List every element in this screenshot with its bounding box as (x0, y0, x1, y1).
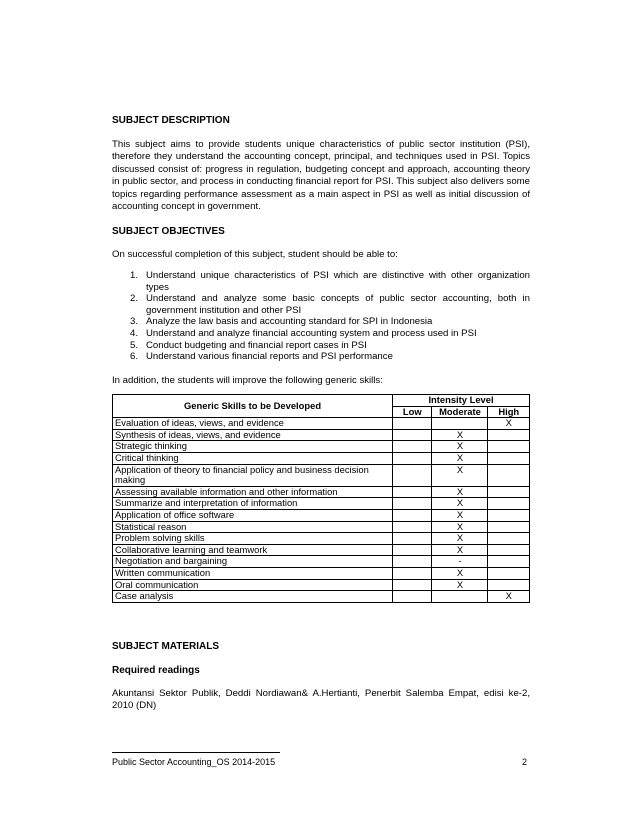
table-row: Statistical reason X (113, 521, 530, 533)
header-intensity-level: Intensity Level (393, 395, 530, 407)
table-row: Critical thinking X (113, 452, 530, 464)
objectives-list (112, 270, 530, 363)
required-readings-heading: Required readings (112, 665, 200, 676)
required-reading-citation: Akuntansi Sektor Publik, Deddi Nordiawan& A.Hertianti, Penerbit Salemba Empat, edisi ke-2, 2010 (DN) (112, 688, 530, 712)
table-row: Summarize and interpretation of information X (113, 498, 530, 510)
table-row: Negotiation and bargaining - (113, 556, 530, 568)
header-high: High (488, 406, 530, 418)
table-row: Application of theory to financial policy and business decision making X (113, 464, 530, 486)
table-row: Oral communication X (113, 579, 530, 591)
table-row: Assessing available information and other information X (113, 486, 530, 498)
subject-objectives-heading: SUBJECT OBJECTIVES (112, 226, 225, 237)
table-row: Application of office software X (113, 509, 530, 521)
header-low: Low (393, 406, 432, 418)
table-row: Problem solving skills X (113, 533, 530, 545)
table-row: Strategic thinking X (113, 441, 530, 453)
page-number: 2 (522, 757, 528, 767)
footer-rule (112, 752, 280, 753)
header-generic-skills: Generic Skills to be Developed (113, 395, 393, 418)
table-row: Evaluation of ideas, views, and evidence X (113, 418, 530, 430)
table-row: Written communication X (113, 567, 530, 579)
objective-item: 1. Understand unique characteristics of PSI which are distinctive with other organization types (130, 270, 530, 293)
objective-item: 2. Understand and analyze some basic concepts of public sector accounting, both in government institution and other PSI (130, 293, 530, 316)
subject-description-heading: SUBJECT DESCRIPTION (112, 115, 230, 126)
generic-skills-table (112, 394, 530, 603)
table-row: Synthesis of ideas, views, and evidence X (113, 429, 530, 441)
table-row: Case analysis X (113, 591, 530, 603)
header-moderate: Moderate (432, 406, 488, 418)
table-row: Collaborative learning and teamwork X (113, 544, 530, 556)
objective-item: 3. Analyze the law basis and accounting standard for SPI in Indonesia (130, 316, 433, 328)
objective-item: 5. Conduct budgeting and financial report cases in PSI (130, 339, 367, 351)
generic-skills-intro: In addition, the students will improve the following generic skills: (112, 375, 383, 386)
subject-materials-heading: SUBJECT MATERIALS (112, 641, 220, 652)
objective-item: 6. Understand various financial reports and PSI performance (130, 351, 393, 363)
footer-title: Public Sector Accounting_OS 2014-2015 (112, 757, 276, 767)
objectives-intro: On successful completion of this subject, student should be able to: (112, 249, 398, 260)
subject-description-text: This subject aims to provide students unique characteristics of public sector institution (PSI), therefore they understand the accounting concept, principal, and techniques used in PSI. Topics discussed consist of: progress in regulation, budgeting concept and approach, accounting theory in public sector, and process in conducting financial report for PSI. This subject also delivers some topics regarding performance assessment as a main aspect in PSI as well as initial discussion of accounting concept in government. (112, 139, 530, 213)
objective-item: 4. Understand and analyze financial accounting system and process used in PSI (130, 327, 477, 339)
